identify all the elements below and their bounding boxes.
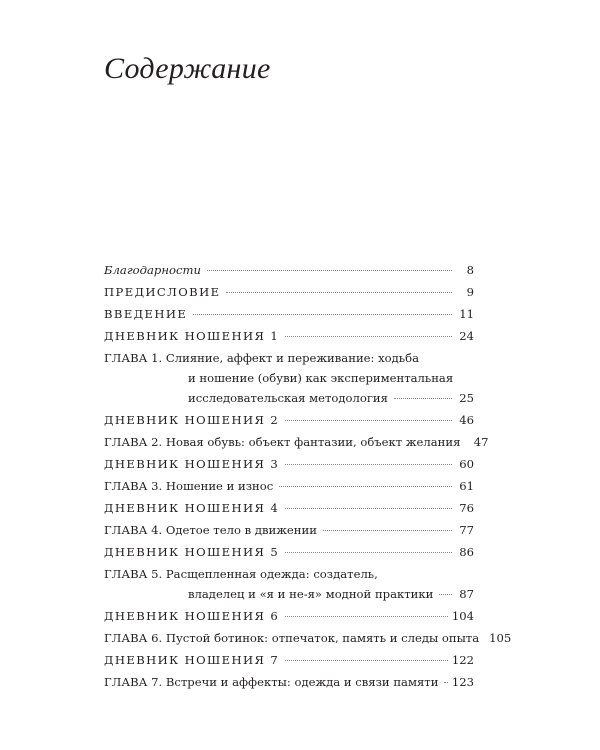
toc-entry[interactable] [104,672,474,692]
toc-entry[interactable] [104,432,489,452]
toc-entry[interactable] [104,348,474,408]
toc-entry[interactable] [104,260,474,280]
toc-page-number: 47 [473,435,489,449]
toc-page-number: 24 [459,329,474,343]
toc-page-number: 77 [459,523,474,537]
dot-leader [323,529,452,531]
toc-entry-title: ДНЕВНИК НОШЕНИЯ 1 [104,326,281,346]
toc-entry[interactable] [104,606,474,626]
toc-entry-title: ГЛАВА 4. Одетое тело в движении [104,520,319,540]
toc-entry-title: ГЛАВА 5. Расщепленная одежда: создатель, [104,567,378,581]
dot-leader [285,659,448,661]
toc-entry-title-continued: исследовательская методология [188,388,390,408]
toc-page-number: 105 [489,631,512,645]
toc-entry[interactable] [104,542,474,562]
table-of-contents [104,260,512,694]
toc-entry[interactable] [104,564,474,604]
toc-page-number: 8 [466,263,474,277]
dot-leader [285,551,452,553]
dot-leader [394,397,452,399]
toc-entry-title: ДНЕВНИК НОШЕНИЯ 7 [104,650,281,670]
dot-leader [285,615,448,617]
dot-leader [444,681,447,683]
toc-entry-title: ГЛАВА 1. Слияние, аффект и переживание: ходьба [104,351,419,365]
dot-leader [285,335,452,337]
toc-entry[interactable] [104,410,474,430]
dot-leader [207,269,452,271]
toc-entry-title-continued: и ношение (обуви) как экспериментальная [188,371,454,385]
toc-entry[interactable] [104,304,474,324]
toc-entry[interactable] [104,628,512,648]
dot-leader [285,507,452,509]
toc-entry[interactable] [104,650,474,670]
toc-entry[interactable] [104,476,474,496]
toc-entry[interactable] [104,454,474,474]
toc-entry-title: ДНЕВНИК НОШЕНИЯ 2 [104,410,281,430]
toc-entry-title: ГЛАВА 6. Пустой ботинок: отпечаток, память и следы опыта [104,628,481,648]
toc-entry-title: ВВЕДЕНИЕ [104,304,189,324]
toc-entry[interactable] [104,282,474,302]
toc-entry-title: ГЛАВА 7. Встречи и аффекты: одежда и связи памяти [104,672,440,692]
dot-leader [226,291,452,293]
toc-page-number: 87 [459,587,474,601]
toc-entry-title: ДНЕВНИК НОШЕНИЯ 3 [104,454,281,474]
toc-entry-title: ГЛАВА 2. Новая обувь: объект фантазии, объект желания [104,432,462,452]
toc-page-number: 9 [466,285,474,299]
toc-page-number: 86 [459,545,474,559]
toc-page-number: 123 [451,675,474,689]
toc-page-number: 76 [459,501,474,515]
toc-entry-title: ПРЕДИСЛОВИЕ [104,282,222,302]
page-title: Содержание [104,52,271,85]
toc-entry-title: ГЛАВА 3. Ношение и износ [104,476,275,496]
toc-entry-title-continued: владелец и «я и не-я» модной практики [188,584,435,604]
toc-page-number: 11 [459,307,474,321]
toc-page-number: 122 [451,653,474,667]
dot-leader [285,463,452,465]
dot-leader [285,419,452,421]
toc-page-number: 46 [459,413,474,427]
dot-leader [439,593,452,595]
toc-entry[interactable] [104,498,474,518]
toc-entry-title: ДНЕВНИК НОШЕНИЯ 4 [104,498,281,518]
toc-page-number: 104 [451,609,474,623]
dot-leader [193,313,452,315]
toc-entry-title: Благодарности [104,260,203,280]
toc-entry[interactable] [104,520,474,540]
toc-entry[interactable] [104,326,474,346]
dot-leader [279,485,452,487]
toc-entry-title: ДНЕВНИК НОШЕНИЯ 6 [104,606,281,626]
toc-page-number: 61 [459,479,474,493]
toc-entry-title: ДНЕВНИК НОШЕНИЯ 5 [104,542,281,562]
toc-page-number: 60 [459,457,474,471]
toc-page-number: 25 [459,391,474,405]
